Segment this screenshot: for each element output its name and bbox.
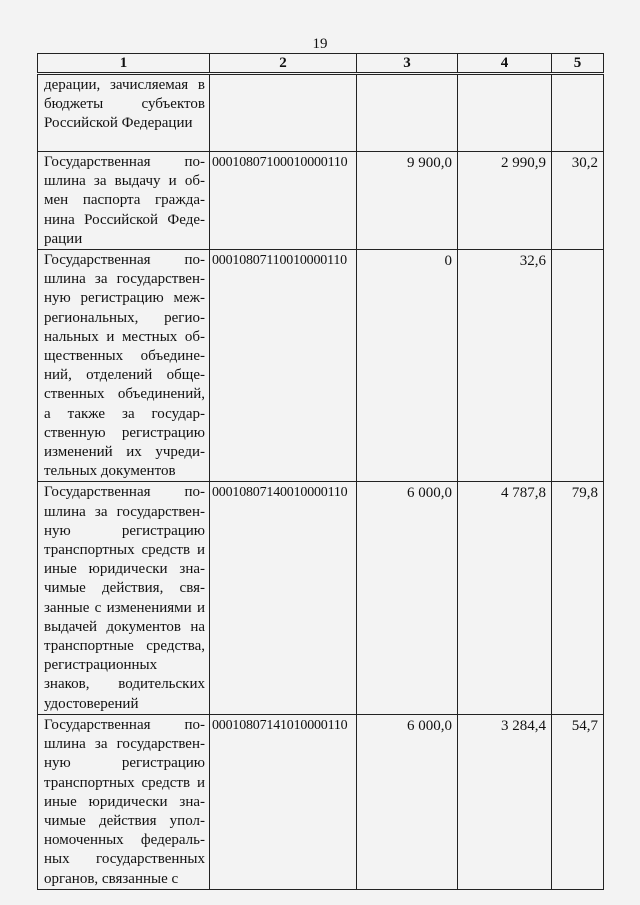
- revenue-table: [37, 53, 604, 890]
- row-name: Государственная пошлина за выдачу и обмен паспорта гражданина Российской Федерации: [44, 154, 205, 247]
- header-col-2: 2: [210, 54, 357, 74]
- row-name: Государственная пошлина за государственную регистрацию межрегиональных, региональных и местных общественных объединений, отделений общественных объединений, а также за государственную регистрацию изменений их учредительных документов: [44, 252, 205, 480]
- row-name: дерации, зачисляемая в бюджеты субъектов Российской Федерации: [44, 77, 205, 132]
- row-col5: 54,7: [571, 717, 598, 734]
- row-col5: 79,8: [571, 485, 598, 502]
- row-code: 00010807110010000110: [212, 253, 347, 269]
- header-col-5: 5: [552, 54, 604, 74]
- row-col5-cell: [552, 250, 604, 482]
- row-col4-cell: [458, 74, 552, 152]
- header-col-4: 4: [458, 54, 552, 74]
- row-col5: [552, 250, 603, 253]
- row-col3: [357, 75, 457, 78]
- table-row: [38, 74, 604, 152]
- row-col4: 4 787,8: [501, 485, 546, 502]
- row-code-cell: [210, 714, 357, 889]
- row-code: 00010807140010000110: [212, 485, 348, 501]
- row-code: 00010807100010000110: [212, 155, 348, 170]
- page-number: 19: [312, 36, 328, 52]
- table-row: [38, 250, 604, 482]
- row-col3: 6 000,0: [407, 485, 452, 502]
- row-col3: 6 000,0: [407, 717, 452, 734]
- row-col3-cell: [357, 250, 458, 482]
- row-name-cell: [38, 152, 210, 250]
- row-col4: 32,6: [519, 253, 546, 270]
- row-col5-cell: [552, 74, 604, 152]
- row-name-cell: [38, 250, 210, 482]
- row-col4-cell: [458, 482, 552, 714]
- header-col-3: 3: [357, 54, 458, 74]
- table-header-row: [38, 54, 604, 74]
- row-col3: 9 900,0: [407, 155, 452, 171]
- row-code-cell: [210, 482, 357, 714]
- row-col3: 0: [444, 253, 452, 270]
- row-col5: [552, 75, 603, 78]
- row-name: Государственная пошлина за государственную регистрацию транспортных средств и иные юридически значимые действия уполномоченных федеральных государственных органов, связанные с: [44, 716, 205, 887]
- row-code-cell: [210, 74, 357, 152]
- row-col3-cell: [357, 714, 458, 889]
- row-col4-cell: [458, 250, 552, 482]
- row-code: 00010807141010000110: [212, 717, 348, 733]
- row-col3-cell: [357, 482, 458, 714]
- row-name-cell: [38, 74, 210, 152]
- row-col4: 2 990,9: [501, 155, 546, 171]
- row-col5: 30,2: [571, 155, 598, 171]
- row-name-cell: [38, 482, 210, 714]
- row-code-cell: [210, 152, 357, 250]
- row-name-cell: [38, 714, 210, 889]
- row-col3-cell: [357, 74, 458, 152]
- row-col4-cell: [458, 152, 552, 250]
- row-code: [210, 75, 356, 78]
- row-code-cell: [210, 250, 357, 482]
- table-row: [38, 152, 604, 250]
- table-row: [38, 482, 604, 714]
- row-col3-cell: [357, 152, 458, 250]
- table-row: [38, 714, 604, 889]
- row-col4-cell: [458, 714, 552, 889]
- row-col5-cell: [552, 152, 604, 250]
- header-col-1: 1: [38, 54, 210, 74]
- row-name: Государственная пошлина за государственную регистрацию транспортных средств и иные юридически значимые действия, связанные с изменениями и выдачей документов на транспортные средства, регистрационных знаков, водительских удостоверений: [44, 484, 205, 712]
- row-col4: [458, 75, 551, 78]
- row-col4: 3 284,4: [501, 717, 546, 734]
- row-col5-cell: [552, 482, 604, 714]
- row-col5-cell: [552, 714, 604, 889]
